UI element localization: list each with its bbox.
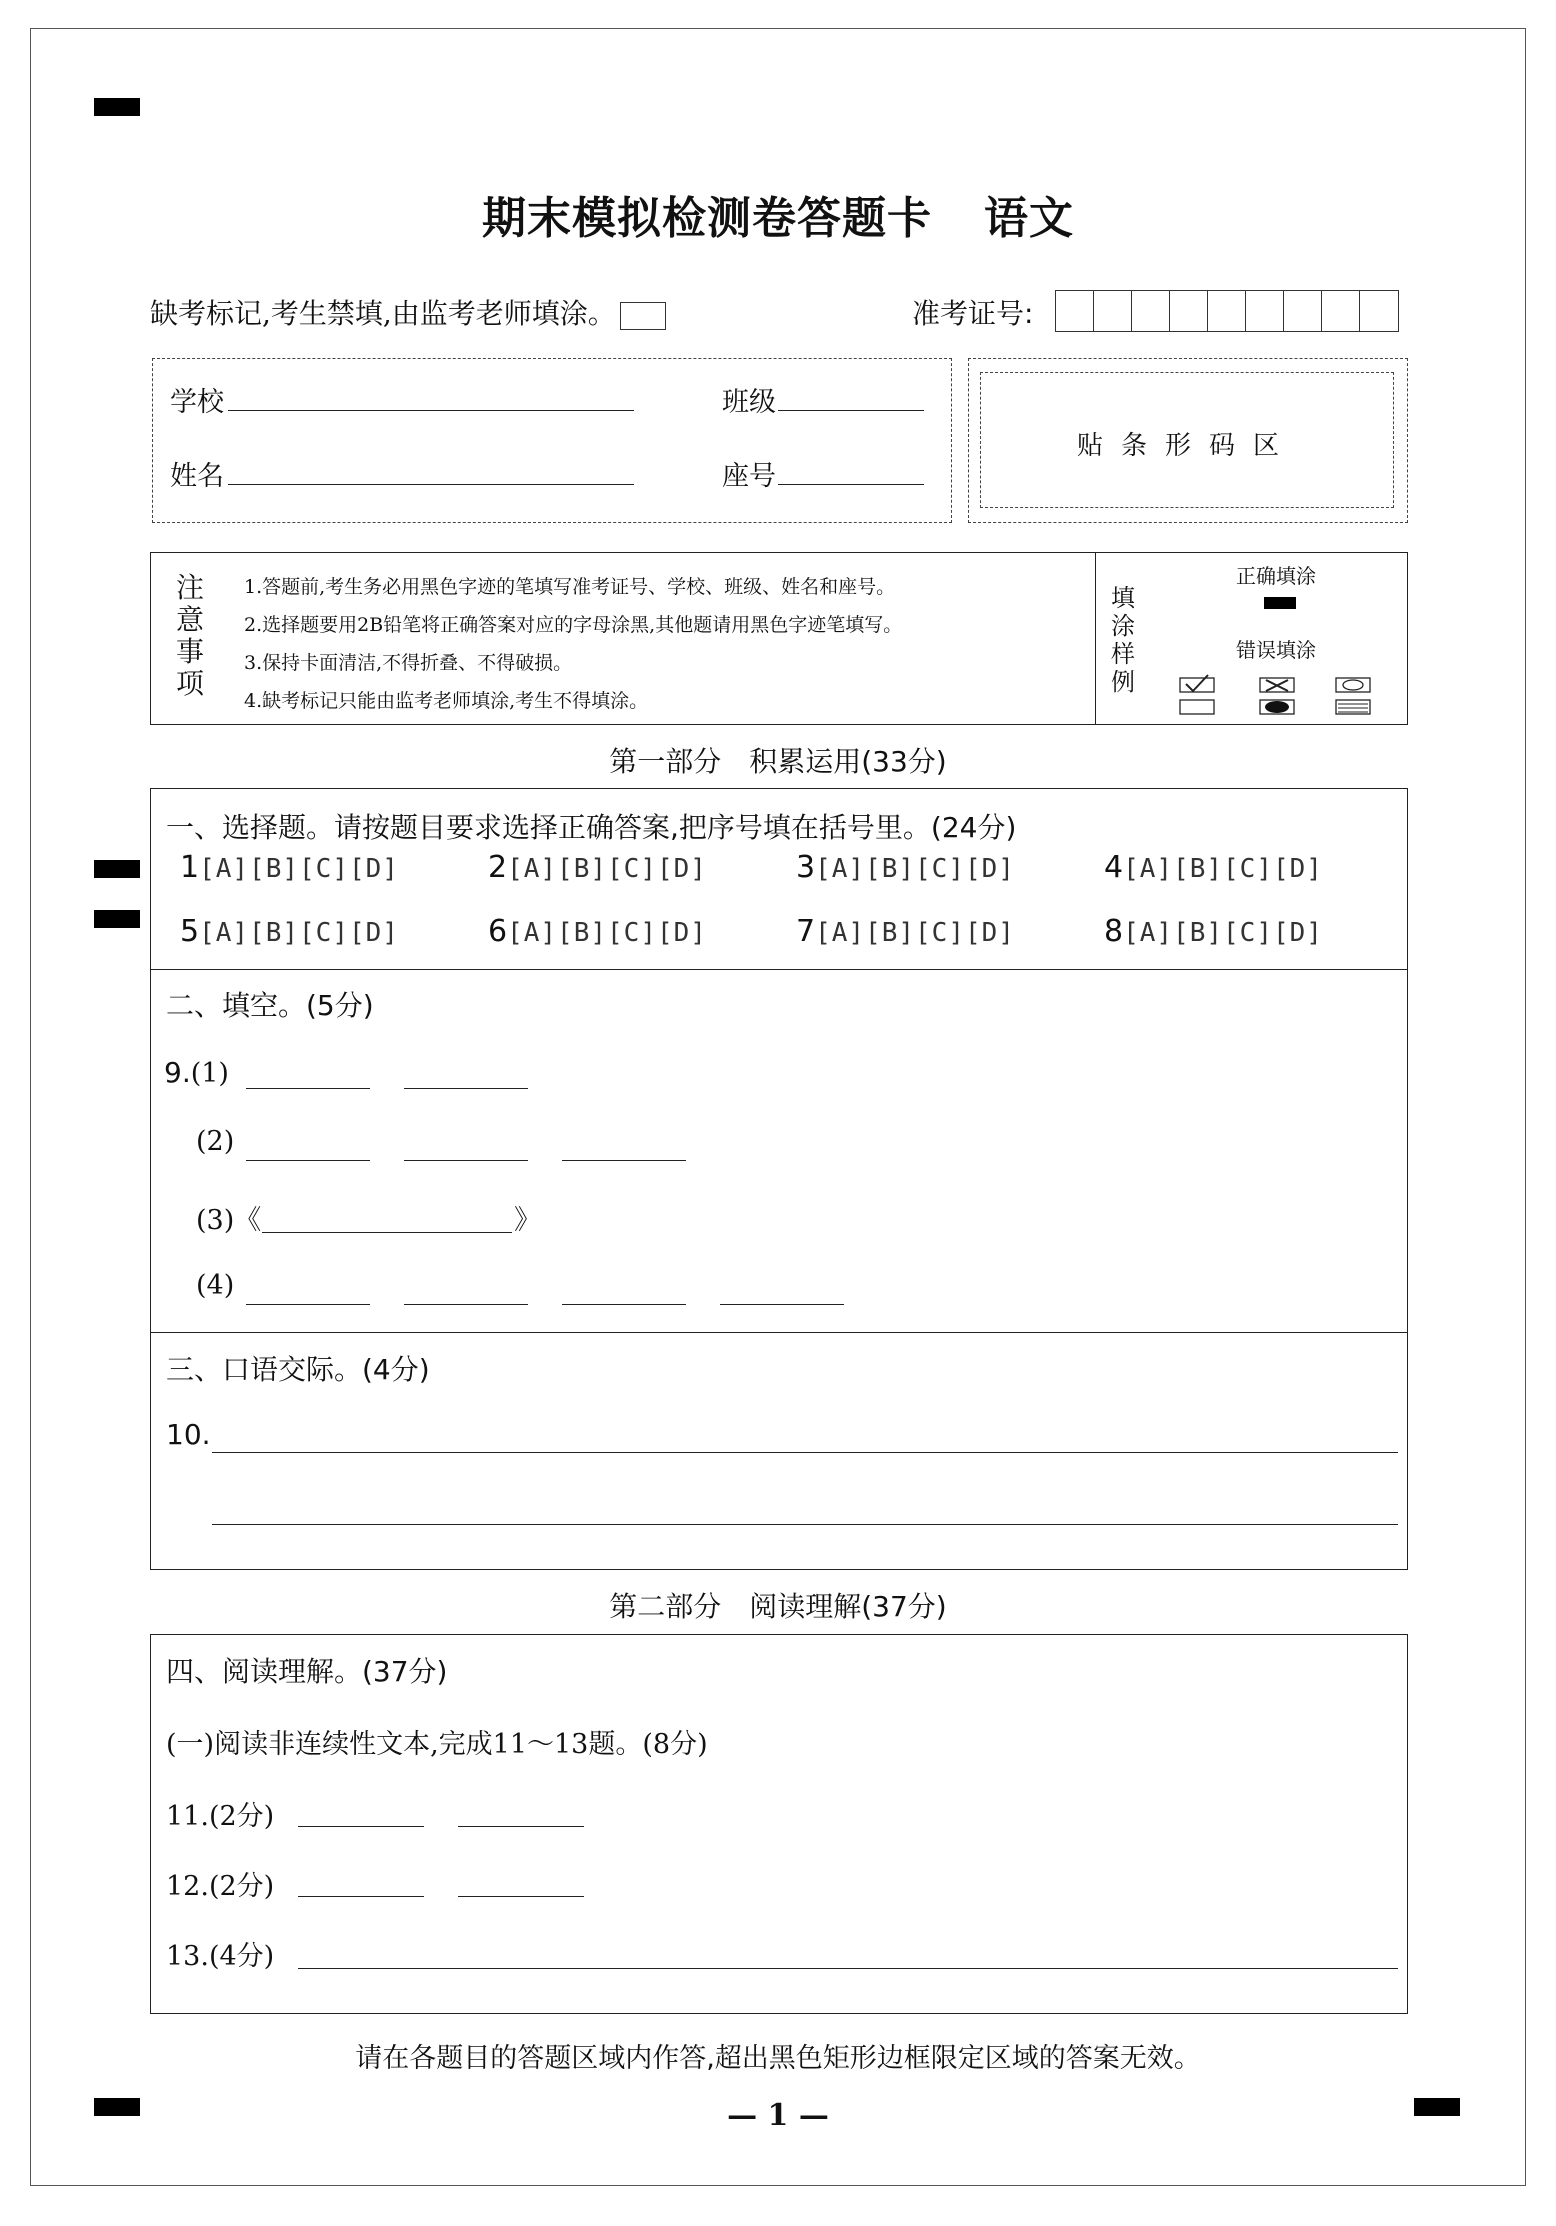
notes-divider <box>1095 552 1096 725</box>
q9-3-label: (3)《 <box>196 1205 262 1236</box>
subject-text: 语文 <box>984 193 1074 244</box>
choice-question-8[interactable]: 8[A][B][C][D] <box>1104 914 1323 949</box>
q11-blank-2[interactable] <box>458 1826 584 1827</box>
q9-2-blank-2[interactable] <box>404 1160 528 1161</box>
q9-1-blank-2[interactable] <box>404 1088 528 1089</box>
q9-3-blank[interactable] <box>262 1232 512 1233</box>
q9-4-blank-2[interactable] <box>404 1304 528 1305</box>
fill-example-heading: 填 涂 样 例 <box>1111 584 1135 696</box>
q12-blank-2[interactable] <box>458 1896 584 1897</box>
q9-2-blank-3[interactable] <box>562 1160 686 1161</box>
q9-label: 9.(1) <box>164 1056 229 1089</box>
exam-number-label: 准考证号: <box>912 297 1034 330</box>
absent-mark-box[interactable] <box>620 302 666 330</box>
section1-title: 一、选择题。请按题目要求选择正确答案,把序号填在括号里。(24分) <box>166 811 1017 844</box>
q9-1-blank-1[interactable] <box>246 1088 370 1089</box>
section3-title: 三、口语交际。(4分) <box>166 1353 430 1386</box>
absent-mark-label: 缺考标记,考生禁填,由监考老师填涂。 <box>150 297 616 330</box>
section4-title: 四、阅读理解。(37分) <box>166 1655 448 1688</box>
q9-4-label: (4) <box>196 1270 235 1301</box>
choice-question-3[interactable]: 3[A][B][C][D] <box>796 850 1015 885</box>
seat-field[interactable] <box>778 484 924 485</box>
exam-number-cells[interactable] <box>1055 290 1399 332</box>
class-label: 班级 <box>722 387 776 418</box>
absent-mark-row <box>150 292 666 332</box>
choice-question-1[interactable]: 1[A][B][C][D] <box>180 850 399 885</box>
choice-question-2[interactable]: 2[A][B][C][D] <box>488 850 707 885</box>
q9-2-label: (2) <box>196 1126 235 1157</box>
q12-label: 12.(2分) <box>166 1871 275 1902</box>
student-info-box <box>152 358 952 523</box>
choice-question-7[interactable]: 7[A][B][C][D] <box>796 914 1015 949</box>
q9-3-close: 》 <box>514 1205 541 1236</box>
notes-item: 1.答题前,考生务必用黑色字迹的笔填写准考证号、学校、班级、姓名和座号。 <box>244 576 896 598</box>
page-number: — 1 — <box>727 2098 829 2133</box>
q13-label: 13.(4分) <box>166 1941 275 1972</box>
part1-title: 第一部分 积累运用(33分) <box>609 745 947 778</box>
registration-mark <box>94 860 140 878</box>
wrong-fill-samples <box>1178 672 1378 718</box>
section4-subtitle: (一)阅读非连续性文本,完成11～13题。(8分) <box>166 1729 708 1760</box>
correct-fill-label: 正确填涂 <box>1236 564 1316 588</box>
choice-question-6[interactable]: 6[A][B][C][D] <box>488 914 707 949</box>
q10-line-1[interactable] <box>212 1452 1398 1453</box>
school-field[interactable] <box>228 410 634 411</box>
registration-mark <box>94 910 140 928</box>
seat-label: 座号 <box>722 461 776 492</box>
q9-2-blank-1[interactable] <box>246 1160 370 1161</box>
title-text: 期末模拟检测卷答题卡 <box>482 193 932 244</box>
notes-item: 3.保持卡面清洁,不得折叠、不得破损。 <box>244 652 573 674</box>
q12-blank-1[interactable] <box>298 1896 424 1897</box>
q11-blank-1[interactable] <box>298 1826 424 1827</box>
q11-label: 11.(2分) <box>166 1801 275 1832</box>
section2-title: 二、填空。(5分) <box>166 989 374 1022</box>
q9-4-blank-1[interactable] <box>246 1304 370 1305</box>
choice-question-4[interactable]: 4[A][B][C][D] <box>1104 850 1323 885</box>
section4-box <box>150 1634 1408 2014</box>
name-field[interactable] <box>228 484 634 485</box>
name-label: 姓名 <box>170 461 224 492</box>
notes-item: 4.缺考标记只能由监考老师填涂,考生不得填涂。 <box>244 690 649 712</box>
q9-4-blank-4[interactable] <box>720 1304 844 1305</box>
page-title <box>0 182 1556 246</box>
correct-fill-sample <box>1264 597 1296 609</box>
class-field[interactable] <box>778 410 924 411</box>
barcode-label: 贴条形码区 <box>1076 431 1297 461</box>
q10-label: 10. <box>166 1418 211 1451</box>
wrong-fill-label: 错误填涂 <box>1236 638 1316 662</box>
part2-title: 第二部分 阅读理解(37分) <box>609 1590 947 1623</box>
q13-line[interactable] <box>298 1968 1398 1969</box>
q10-line-2[interactable] <box>212 1524 1398 1525</box>
choice-question-5[interactable]: 5[A][B][C][D] <box>180 914 399 949</box>
school-label: 学校 <box>170 387 224 418</box>
registration-mark <box>94 98 140 116</box>
q9-4-blank-3[interactable] <box>562 1304 686 1305</box>
notes-heading: 注 意 事 项 <box>175 571 204 700</box>
notes-item: 2.选择题要用2B铅笔将正确答案对应的字母涂黑,其他题请用黑色字迹笔填写。 <box>244 614 903 636</box>
footer-note: 请在各题目的答题区域内作答,超出黑色矩形边框限定区域的答案无效。 <box>355 2043 1201 2074</box>
